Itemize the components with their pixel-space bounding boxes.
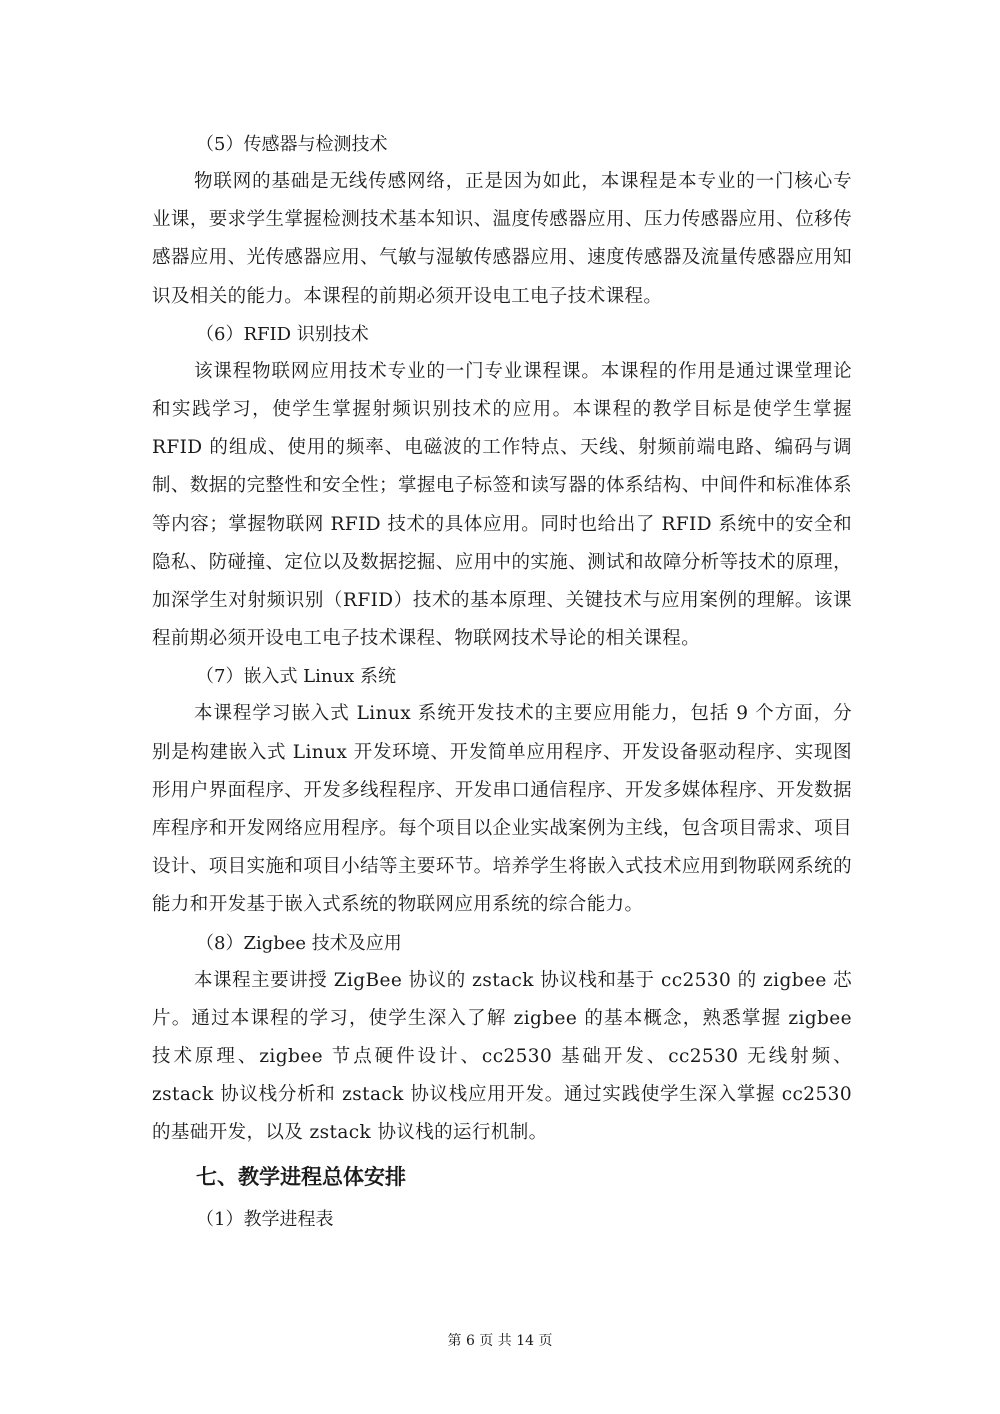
section-heading-embedded-linux: （7）嵌入式 Linux 系统	[196, 666, 396, 688]
chapter-heading: 七、教学进程总体安排	[196, 1164, 406, 1189]
section-heading-zigbee: （8）Zigbee 技术及应用	[196, 932, 402, 954]
section-body-zigbee: 本课程主要讲授 ZigBee 协议的 zstack 协议栈和基于 cc2530 的 zigbee 芯片。通过本课程的学习，使学生深入了解 zigbee 的基本概念，熟悉掌握 zigbee 技术原理、zigbee 节点硬件设计、cc2530 基础开发、cc2530 无线射频、zstack 协议栈分析和 zstack 协议栈应用开发。通过实践使学生深入掌握 cc2530 的基础开发，以及 zstack 协议栈的运行机制。	[152, 969, 852, 1144]
page-footer: 第 6 页 共 14 页	[447, 1333, 553, 1349]
section-heading-rfid: （6）RFID 识别技术	[196, 323, 369, 345]
section-body-sensors: 物联网的基础是无线传感网络，正是因为如此，本课程是本专业的一门核心专业课，要求学生掌握检测技术基本知识、温度传感器应用、压力传感器应用、位移传感器应用、光传感器应用、气敏与湿敏传感器应用、速度传感器及流量传感器应用知识及相关的能力。本课程的前期必须开设电工电子技术课程。	[152, 171, 852, 307]
page-content	[152, 126, 852, 1238]
section-body-rfid: 该课程物联网应用技术专业的一门专业课程课。本课程的作用是通过课堂理论和实践学习，使学生掌握射频识别技术的应用。本课程的教学目标是使学生掌握 RFID 的组成、使用的频率、电磁波的工作特点、天线、射频前端电路、编码与调制、数据的完整性和安全性；掌握电子标签和读写器的体系结构、中间件和标准体系等内容；掌握物联网 RFID 技术的具体应用。同时也给出了 RFID 系统中的安全和隐私、防碰撞、定位以及数据挖掘、应用中的实施、测试和故障分析等技术的原理，加深学生对射频识别（RFID）技术的基本原理、关键技术与应用案例的理解。该课程前期必须开设电工电子技术课程、物联网技术导论的相关课程。	[152, 360, 852, 650]
section-heading-sensors: （5）传感器与检测技术	[196, 134, 388, 155]
section-body-embedded-linux: 本课程学习嵌入式 Linux 系统开发技术的主要应用能力，包括 9 个方面，分别是构建嵌入式 Linux 开发环境、开发简单应用程序、开发设备驱动程序、实现图形用户界面程序、开发多线程程序、开发串口通信程序、开发多媒体程序、开发数据库程序和开发网络应用程序。每个项目以企业实战案例为主线，包含项目需求、项目设计、项目实施和项目小结等主要环节。培养学生将嵌入式技术应用到物联网系统的能力和开发基于嵌入式系统的物联网应用系统的综合能力。	[152, 703, 852, 916]
chapter-subheading: （1）教学进程表	[196, 1208, 334, 1230]
